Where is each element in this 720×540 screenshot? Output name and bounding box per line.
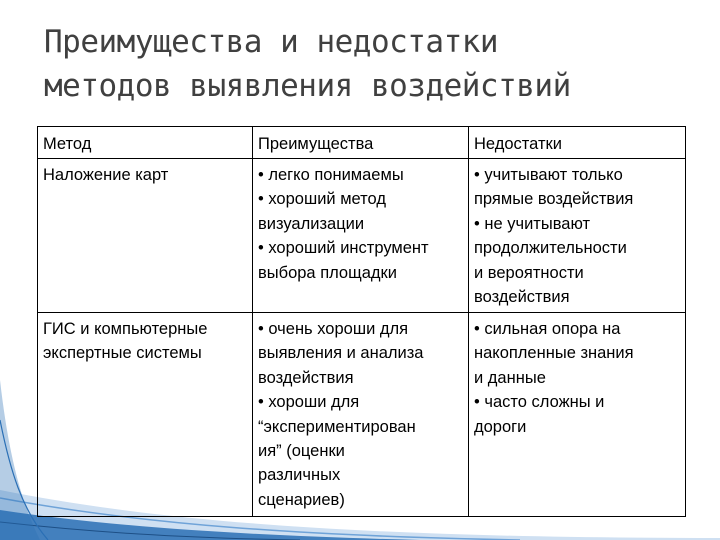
disadvantage-item: [474, 163, 680, 212]
advantage-line: воздействия: [258, 368, 354, 387]
disadvantage-line: • учитывают только: [474, 166, 623, 184]
title-line-1: Преимущества и недостатки: [44, 24, 499, 60]
title-line-2: методов выявления воздействий: [44, 68, 571, 104]
advantage-item: [258, 317, 463, 390]
header-disadvantages: Недостатки: [469, 127, 686, 159]
disadvantage-line: • сильная опора на: [474, 320, 621, 338]
advantage-line: • хороший метод: [258, 190, 386, 209]
disadvantage-line: • часто сложны и: [474, 393, 605, 412]
advantage-line: • хороший инструмент: [258, 239, 429, 258]
advantage-item: [258, 187, 463, 236]
method-cell: [38, 313, 253, 517]
slide-title: [44, 20, 704, 108]
comparison-table: [37, 126, 686, 517]
header-advantages: Преимущества: [253, 127, 469, 159]
disadvantage-item: [474, 212, 680, 310]
advantage-item: [258, 390, 463, 512]
disadvantage-line: воздействия: [474, 288, 570, 307]
disadvantage-line: продолжительности: [474, 239, 627, 258]
method-line: ГИС и компьютерные: [43, 320, 208, 338]
advantages-cell: [253, 313, 469, 517]
advantage-line: “экспериментирован: [258, 417, 416, 436]
advantage-line: ия” (оценки: [258, 442, 345, 461]
advantage-line: выбора площадки: [258, 263, 397, 282]
method-line: Наложение карт: [43, 166, 169, 184]
advantage-line: различных: [258, 466, 341, 485]
table-row: [38, 313, 686, 517]
disadvantage-item: [474, 390, 680, 439]
table-row: [38, 159, 686, 313]
method-cell: [38, 159, 253, 313]
advantage-line: • легко понимаемы: [258, 166, 404, 184]
table-header-row: [38, 127, 686, 159]
disadvantages-cell: [469, 159, 686, 313]
disadvantage-line: накопленные знания: [474, 344, 634, 363]
disadvantages-cell: [469, 313, 686, 517]
advantage-line: • очень хороши для: [258, 320, 409, 338]
header-method: Метод: [38, 127, 253, 159]
disadvantage-line: • не учитывают: [474, 214, 591, 233]
advantage-item: [258, 236, 463, 285]
disadvantage-line: и вероятности: [474, 263, 584, 282]
advantage-line: • хороши для: [258, 393, 360, 412]
disadvantage-line: дороги: [474, 417, 527, 436]
method-line: экспертные системы: [43, 344, 202, 363]
disadvantage-item: [474, 317, 680, 390]
advantage-line: выявления и анализа: [258, 344, 424, 363]
advantage-line: сценариев): [258, 490, 345, 509]
disadvantage-line: прямые воздействия: [474, 190, 634, 209]
disadvantage-line: и данные: [474, 368, 546, 387]
advantage-item: [258, 163, 463, 187]
advantages-cell: [253, 159, 469, 313]
advantage-line: визуализации: [258, 214, 365, 233]
